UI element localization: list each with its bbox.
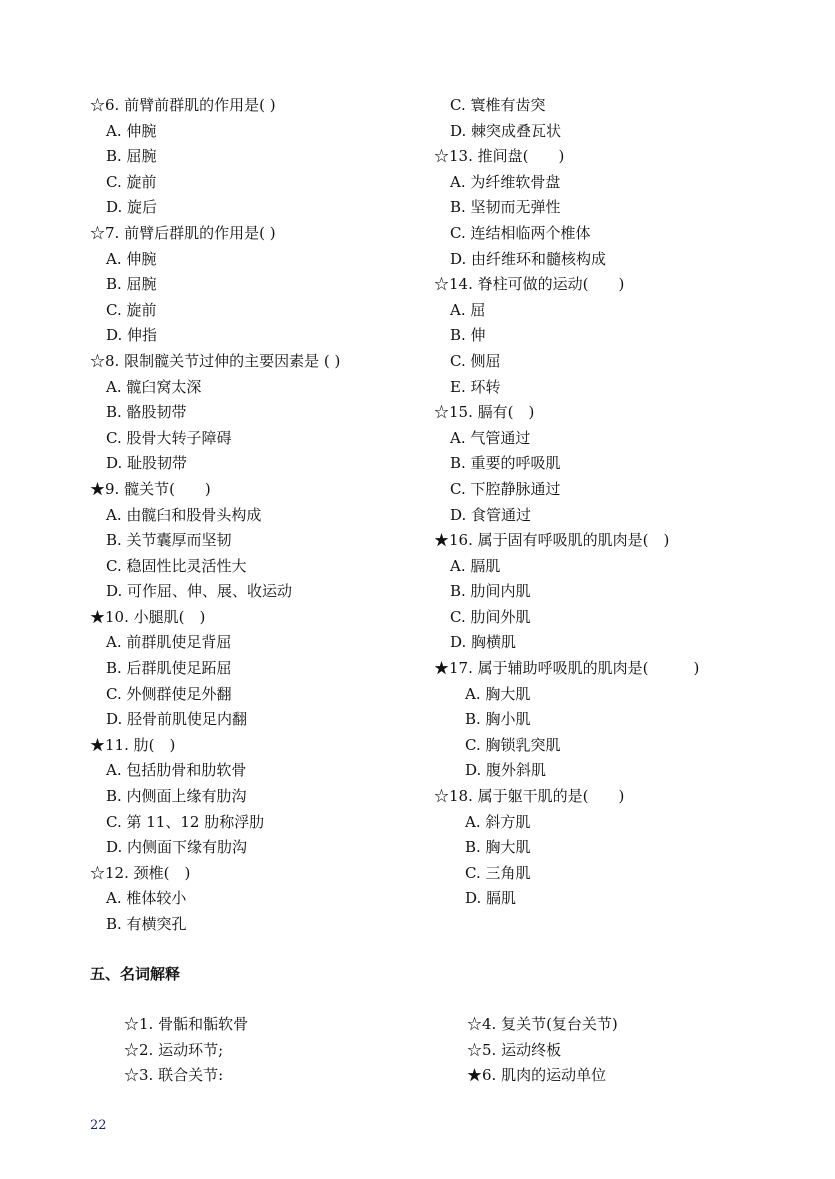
question-stem: ☆18. 属于躯干肌的是( )	[434, 787, 625, 806]
answer-option: A. 伸腕	[106, 249, 157, 268]
terms-list-right	[467, 1012, 787, 1089]
answer-option: A. 伸腕	[106, 121, 157, 140]
answer-option: B. 屈腕	[106, 147, 157, 166]
term-item: ☆3. 联合关节:	[124, 1066, 224, 1085]
answer-option: A. 气管通过	[450, 428, 531, 447]
answer-option: D. 胸横肌	[450, 633, 517, 652]
answer-option: A. 由髋臼和股骨头构成	[106, 505, 262, 524]
term-item: ☆1. 骨骺和骺软骨	[124, 1015, 249, 1033]
answer-option: C. 股骨大转子障碍	[106, 428, 232, 447]
question-stem: ☆6. 前臂前群肌的作用是( )	[90, 96, 276, 114]
question-stem: ☆14. 脊柱可做的运动( )	[434, 275, 625, 294]
term-item: ☆4. 复关节(复台关节)	[467, 1015, 618, 1033]
answer-option: B. 内侧面上缘有肋沟	[106, 787, 247, 806]
answer-option: B. 胸大肌	[465, 838, 531, 857]
answer-option: C. 侧屈	[450, 351, 501, 370]
answer-option: C. 旋前	[106, 172, 157, 191]
question-stem: ☆12. 颈椎( )	[90, 863, 191, 882]
answer-option: C. 第 11、12 肋称浮肋	[106, 812, 265, 831]
answer-option: D. 膈肌	[465, 889, 517, 908]
question-stem: ★16. 属于固有呼吸肌的肌肉是( )	[434, 531, 670, 550]
question-stem: ☆7. 前臂后群肌的作用是( )	[90, 223, 276, 242]
question-stem: ★10. 小腿肌( )	[90, 607, 206, 626]
question-stem: ★11. 肋( )	[90, 735, 176, 754]
answer-option: B. 有横突孔	[106, 915, 187, 933]
answer-option: A. 包括肋骨和肋软骨	[106, 761, 247, 780]
answer-option: C. 外侧群使足外翻	[106, 684, 232, 703]
answer-option: A. 髋臼窝太深	[106, 377, 202, 396]
answer-option: C. 胸锁乳突肌	[465, 735, 561, 754]
question-stem: ☆8. 限制髋关节过伸的主要因素是 ( )	[90, 351, 341, 370]
answer-option: C. 寰椎有齿突	[450, 96, 546, 114]
answer-option: D. 内侧面下缘有肋沟	[106, 838, 248, 857]
term-item: ☆2. 运动环节;	[124, 1040, 224, 1059]
section-heading-term-explanation: 五、名词解释	[90, 965, 181, 983]
terms-list-left	[124, 1012, 444, 1089]
term-item: ☆5. 运动终板	[467, 1040, 562, 1059]
answer-option: D. 伸指	[106, 326, 158, 345]
page-number: 22	[90, 1118, 107, 1133]
answer-option: C. 稳固性比灵活性大	[106, 556, 247, 575]
answer-option: C. 连结相临两个椎体	[450, 223, 591, 242]
answer-option: A. 斜方肌	[465, 812, 531, 831]
answer-option: D. 旋后	[106, 198, 158, 217]
answer-option: E. 环转	[450, 377, 501, 396]
answer-option: B. 胸小肌	[465, 710, 531, 729]
right-question-column	[434, 93, 784, 912]
answer-option: D. 可作屈、伸、展、收运动	[106, 582, 293, 601]
answer-option: A. 椎体较小	[106, 889, 187, 908]
answer-option: A. 前群肌使足背屈	[106, 633, 232, 652]
answer-option: B. 关节囊厚而坚韧	[106, 531, 232, 550]
answer-option: A. 胸大肌	[465, 684, 531, 703]
answer-option: B. 伸	[450, 326, 486, 345]
term-item: ★6. 肌肉的运动单位	[467, 1066, 607, 1085]
answer-option: C. 三角肌	[465, 863, 531, 882]
question-stem: ☆15. 膈有( )	[434, 403, 535, 422]
answer-option: D. 耻股韧带	[106, 454, 188, 473]
answer-option: B. 骼股韧带	[106, 403, 187, 422]
answer-option: A. 屈	[450, 300, 486, 319]
answer-option: D. 棘突成叠瓦状	[450, 121, 562, 140]
answer-option: D. 由纤维环和髓核构成	[450, 249, 607, 268]
answer-option: D. 食管通过	[450, 505, 532, 524]
answer-option: C. 旋前	[106, 300, 157, 319]
left-question-column	[90, 93, 440, 938]
answer-option: D. 腹外斜肌	[465, 761, 547, 780]
question-stem: ☆13. 推间盘( )	[434, 147, 565, 166]
answer-option: A. 膈肌	[450, 556, 501, 575]
answer-option: A. 为纤维软骨盘	[450, 172, 561, 191]
answer-option: D. 胫骨前肌使足内翻	[106, 710, 248, 729]
answer-option: B. 屈腕	[106, 275, 157, 294]
answer-option: B. 坚韧而无弹性	[450, 198, 561, 217]
answer-option: B. 后群肌使足跖屈	[106, 659, 232, 678]
answer-option: C. 肋间外肌	[450, 607, 531, 626]
answer-option: B. 肋间内肌	[450, 582, 531, 601]
question-stem: ★17. 属于辅助呼吸肌的肌肉是( )	[434, 659, 700, 678]
answer-option: C. 下腔静脉通过	[450, 479, 561, 498]
answer-option: B. 重要的呼吸肌	[450, 454, 561, 473]
question-stem: ★9. 髋关节( )	[90, 479, 211, 498]
